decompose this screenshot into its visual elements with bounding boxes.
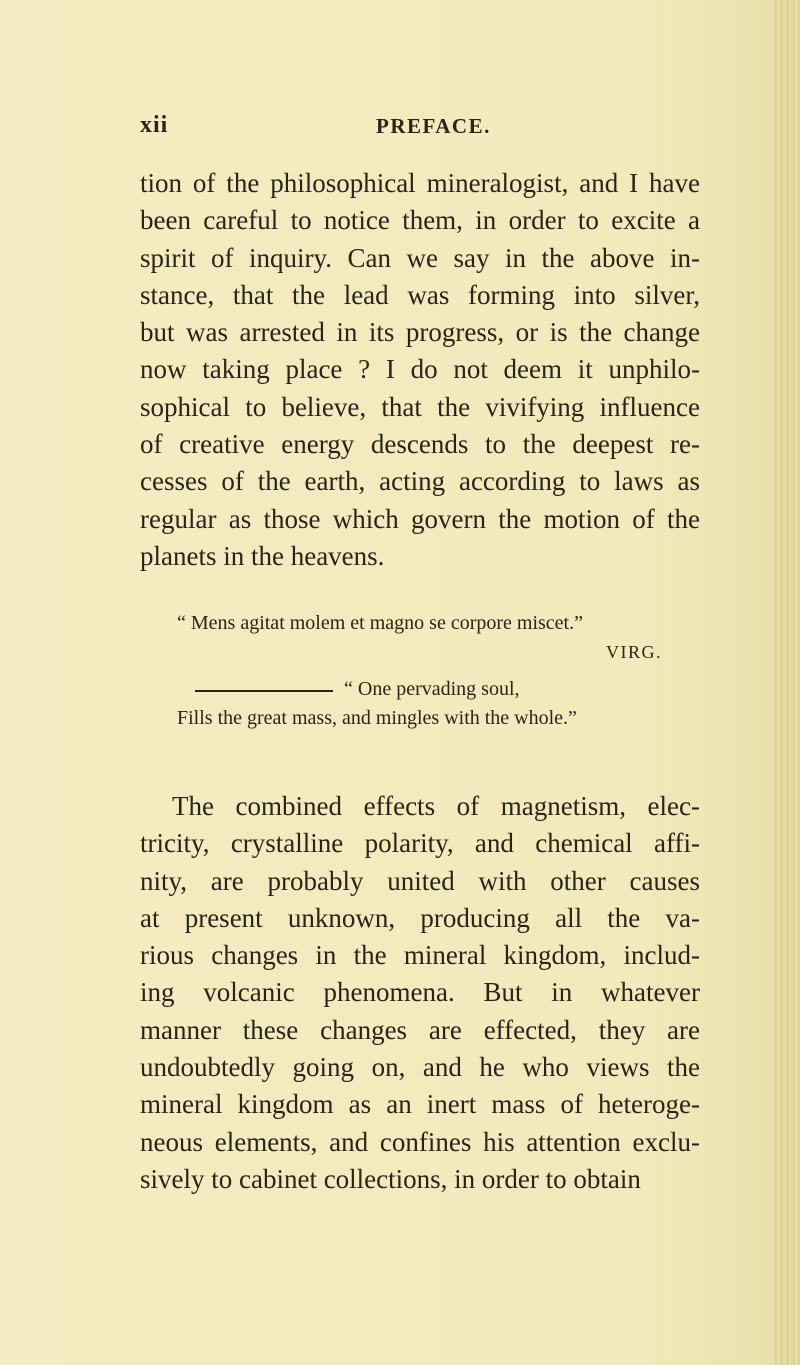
page-number: xii — [140, 112, 169, 138]
text-line: manner these changes are effected, they are — [140, 1014, 700, 1045]
text-line: been careful to notice them, in order to excite a — [140, 205, 700, 236]
text-line: sophical to believe, that the vivifying influence — [140, 391, 700, 422]
english-quote-line-2: Fills the great mass, and mingles with the whole.” — [177, 707, 577, 729]
text-line: rious changes in the mineral kingdom, includ- — [140, 940, 700, 971]
text-line: now taking place ? I do not deem it unphilo- — [140, 354, 700, 385]
running-title: PREFACE. — [376, 114, 491, 138]
text-line: of creative energy descends to the deepest re- — [140, 429, 700, 460]
text-line: The combined effects of magnetism, elec- — [172, 791, 700, 821]
running-head — [140, 112, 560, 142]
paragraph-1 — [140, 165, 700, 575]
text-line: stance, that the lead was forming into silver, — [140, 279, 700, 310]
text-line: undoubtedly going on, and he who views the — [140, 1052, 700, 1083]
latin-quote: “ Mens agitat molem et magno se corpore miscet.” — [177, 612, 583, 634]
quote-attribution: VIRG. — [606, 642, 662, 662]
text-line: sively to cabinet collections, in order to obtain — [140, 1163, 641, 1194]
page-edge — [774, 0, 800, 1365]
english-quote-line-1: “ One pervading soul, — [344, 678, 520, 700]
text-line: ing volcanic phenomena. But in whatever — [140, 977, 700, 1008]
text-line: but was arrested in its progress, or is the change — [140, 317, 700, 348]
text-line: tricity, crystalline polarity, and chemical affi- — [140, 828, 700, 859]
text-line: spirit of inquiry. Can we say in the above in- — [140, 242, 700, 273]
text-line: planets in the heavens. — [140, 540, 385, 571]
quote-dash-rule — [195, 690, 333, 692]
text-line: tion of the philosophical mineralogist, and I have — [140, 168, 700, 198]
text-line: neous elements, and confines his attention exclu- — [140, 1126, 700, 1157]
text-line: at present unknown, producing all the va- — [140, 902, 700, 933]
text-line: regular as those which govern the motion of the — [140, 503, 700, 534]
paragraph-2 — [140, 788, 700, 1198]
text-line: cesses of the earth, acting according to laws as — [140, 466, 700, 497]
text-line: mineral kingdom as an inert mass of heteroge- — [140, 1089, 700, 1120]
text-line: nity, are probably united with other causes — [140, 865, 700, 896]
